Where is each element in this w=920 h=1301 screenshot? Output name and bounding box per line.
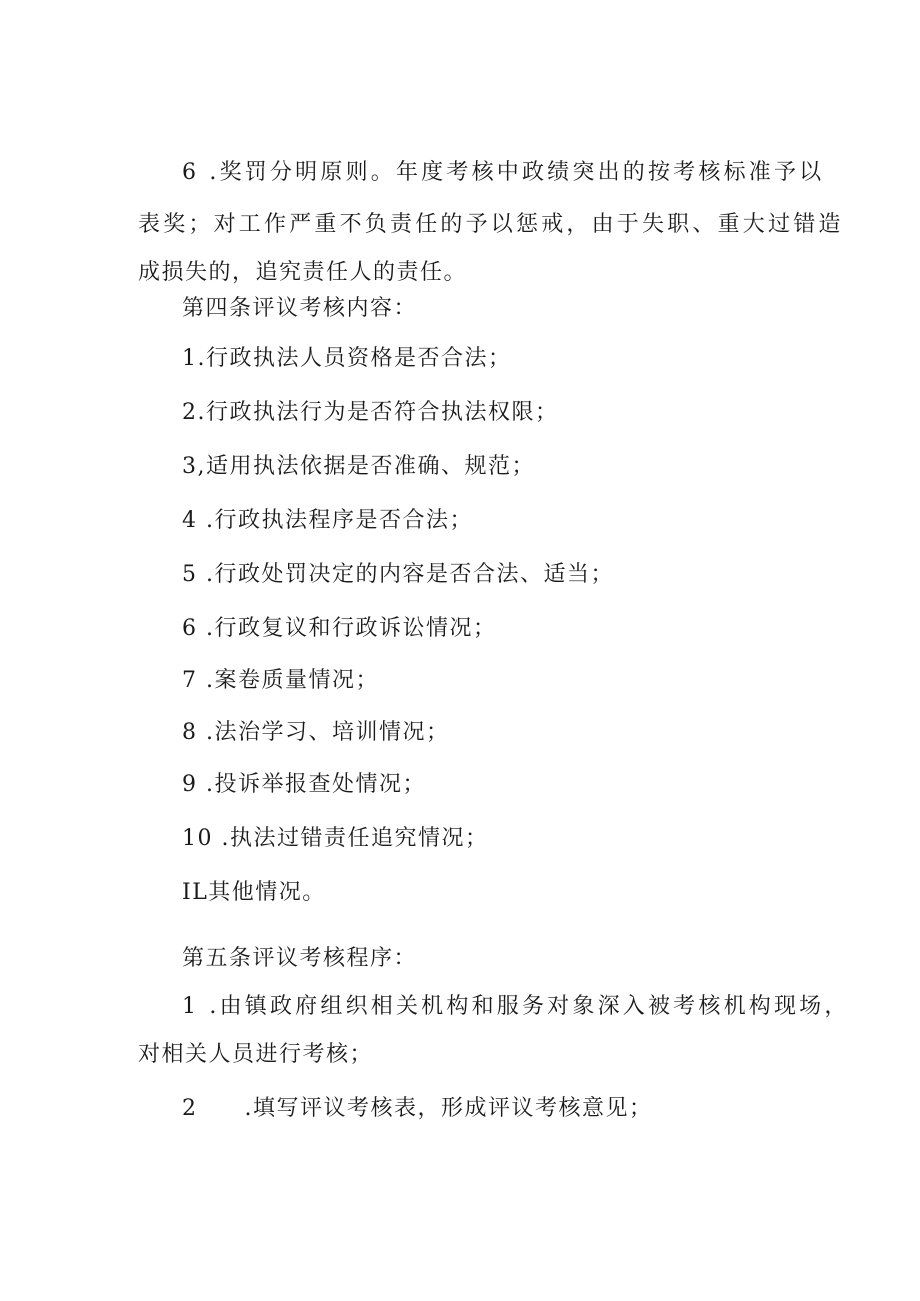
- article-4-item-8: 8 .法治学习、培训情况；: [182, 720, 450, 745]
- article-4-item-11: IL其他情况。: [182, 880, 326, 905]
- article-4-item-2: 2.行政执法行为是否符合执法权限；: [182, 400, 559, 425]
- article-5-item-2: 2 .填写评议考核表，形成评议考核意见；: [182, 1096, 653, 1121]
- article-4-item-1: 1.行政执法人员资格是否合法；: [182, 346, 512, 371]
- article-4-item-5: 5 .行政处罚决定的内容是否合法、适当；: [182, 562, 614, 587]
- article-4-item-3: 3,适用执法依据是否准确、规范；: [182, 454, 535, 479]
- article-5-item-1-line-2: 对相关人员进行考核；: [138, 1042, 374, 1067]
- article-4-item-10: 10 .执法过错责任追究情况；: [182, 826, 489, 851]
- article-4-item-6: 6 .行政复议和行政诉讼情况；: [182, 616, 497, 641]
- article-5-item-1-line-1: 1 .由镇政府组织相关机构和服务对象深入被考核机构现场，: [182, 994, 850, 1019]
- article-4-item-9: 9 .投诉举报查处情况；: [182, 772, 426, 797]
- principle-6-line-2: 表奖；对工作严重不负责任的予以惩戒，由于失职、重大过错造: [138, 212, 844, 237]
- article-4-heading: 第四条评议考核内容：: [182, 296, 418, 321]
- article-4-item-7: 7 .案卷质量情况；: [182, 668, 379, 693]
- article-5-heading: 第五条评议考核程序：: [182, 946, 418, 971]
- principle-6-line-3: 成损失的，追究责任人的责任。: [138, 260, 468, 285]
- principle-6-line-1: 6 .奖罚分明原则。年度考核中政绩突出的按考核标准予以: [182, 160, 825, 185]
- article-4-item-4: 4 .行政执法程序是否合法；: [182, 508, 473, 533]
